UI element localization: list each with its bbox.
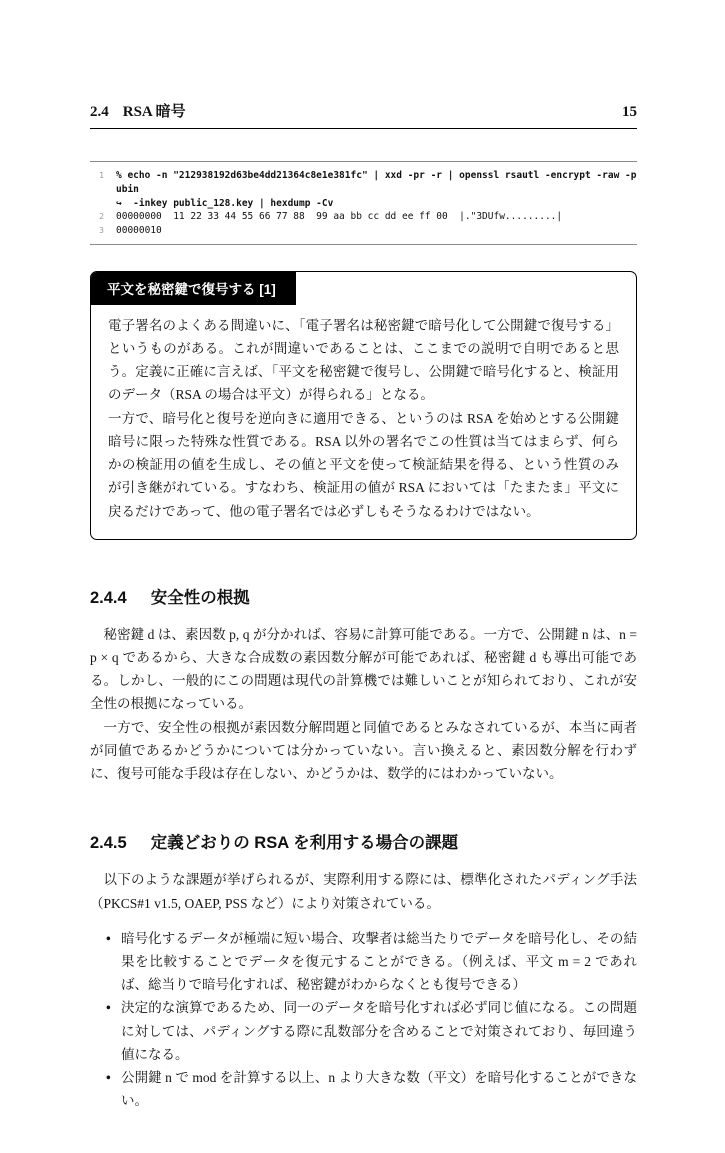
bullet-icon: •	[106, 1000, 111, 1016]
code-line	[90, 210, 637, 224]
code-line-continuation	[90, 197, 637, 211]
callout-title-bar	[91, 272, 636, 305]
terminal-listing	[90, 161, 637, 245]
code-line-number: 3	[99, 226, 104, 236]
code-text: ↪ -inkey public_128.key | hexdump -Cv	[116, 197, 334, 209]
bullet-item	[106, 996, 637, 1066]
code-line-number: 2	[99, 212, 104, 222]
code-text: % echo -n "212938192d63be4dd21364c8e1e381fc" | xxd -pr -r | openssl rsautl -encrypt -raw -pubin	[116, 170, 637, 195]
bullet-icon: •	[106, 930, 111, 946]
running-section-label	[90, 100, 186, 121]
callout-paragraph: 一方で、暗号化と復号を逆向きに適用できる、というのは RSA を始めとする公開鍵暗号に限った特殊な性質である。RSA 以外の署名でこの性質は当てはまらず、何らかの検証用の値を生成し、その値と平文を使って検証結果を得る、という性質のみが引き継がれている。すなわち、検証用の値が RSA においては「たまたま」平文に戻るだけであって、他の電子署名では必ずしもそうなるわけではない。	[108, 410, 619, 519]
bullet-item	[106, 1066, 637, 1112]
bullet-text: 決定的な演算であるため、同一のデータを暗号化すれば必ず同じ値になる。この問題に対しては、パディングする際に乱数部分を含めることで対策されており、毎回違う値になる。	[121, 1000, 637, 1062]
section-number: 2.4.5	[90, 834, 127, 853]
running-section-title: RSA 暗号	[122, 104, 186, 120]
callout-paragraph: 電子署名のよくある間違いに、「電子署名は秘密鍵で暗号化して公開鍵で復号する」というものがある。これが間違いであることは、ここまでの説明で自明であると思う。定義に正確に言えば、「平文を秘密鍵で復号し、公開鍵で暗号化すると、検証用のデータ（RSA の場合は平文）が得られる」となる。	[108, 317, 619, 403]
bullet-text: 公開鍵 n で mod を計算する以上、n より大きな数（平文）を暗号化することができない。	[121, 1070, 637, 1109]
page-number: 15	[622, 104, 637, 120]
code-line-number: 1	[99, 171, 104, 180]
section-heading-raw-rsa-issues	[90, 829, 637, 853]
callout-body	[91, 305, 636, 539]
code-text: 00000000 11 22 33 44 55 66 77 88 99 aa bb cc dd ee ff 00 |."3DUfw.........|	[116, 211, 563, 223]
section-title: 定義どおりの RSA を利用する場合の課題	[150, 834, 459, 853]
bullet-item	[106, 927, 637, 997]
section-title: 安全性の根拠	[150, 588, 250, 607]
code-line-number	[90, 197, 104, 211]
section-heading-safety-basis	[90, 584, 637, 608]
bullet-text: 暗号化するデータが極端に短い場合、攻撃者は総当たりでデータを暗号化し、その結果を比較することでデータを復元することができる。（例えば、平文 m = 2 であれば、総当りで暗号化すれば、秘密鍵がわからなくとも復号できる）	[121, 930, 637, 993]
code-line	[90, 224, 637, 238]
callout-title: 平文を秘密鍵で復号する [1]	[91, 272, 296, 305]
code-text: 00000010	[116, 225, 162, 237]
callout-box	[90, 271, 637, 540]
body-paragraph: 秘密鍵 d は、素因数 p, q が分かれば、容易に計算可能である。一方で、公開鍵 n は、n = p × q であるから、大きな合成数の素因数分解が可能であれば、秘密鍵 d も導出可能である。しかし、一般的にこの問題は現代の計算機では難しいことが知られており、これが安全性の根拠になっている。	[90, 626, 637, 712]
running-section-number: 2.4	[90, 104, 109, 120]
section-number: 2.4.4	[90, 588, 127, 607]
bullet-icon: •	[106, 1070, 111, 1086]
body-paragraph: 一方で、安全性の根拠が素因数分解問題と同値であるとみなされているが、本当に両者が同値であるかどうかについては分かっていない。言い換えると、素因数分解を行わずに、復号可能な手段は存在しない、かどうかは、数学的にはわかっていない。	[90, 719, 637, 782]
code-line	[90, 169, 637, 197]
page-header	[90, 100, 637, 129]
issues-bullet-list	[106, 927, 637, 1113]
body-paragraph: 以下のような課題が挙げられるが、実際利用する際には、標準化されたパディング手法（PKCS#1 v1.5, OAEP, PSS など）により対策されている。	[90, 872, 637, 911]
